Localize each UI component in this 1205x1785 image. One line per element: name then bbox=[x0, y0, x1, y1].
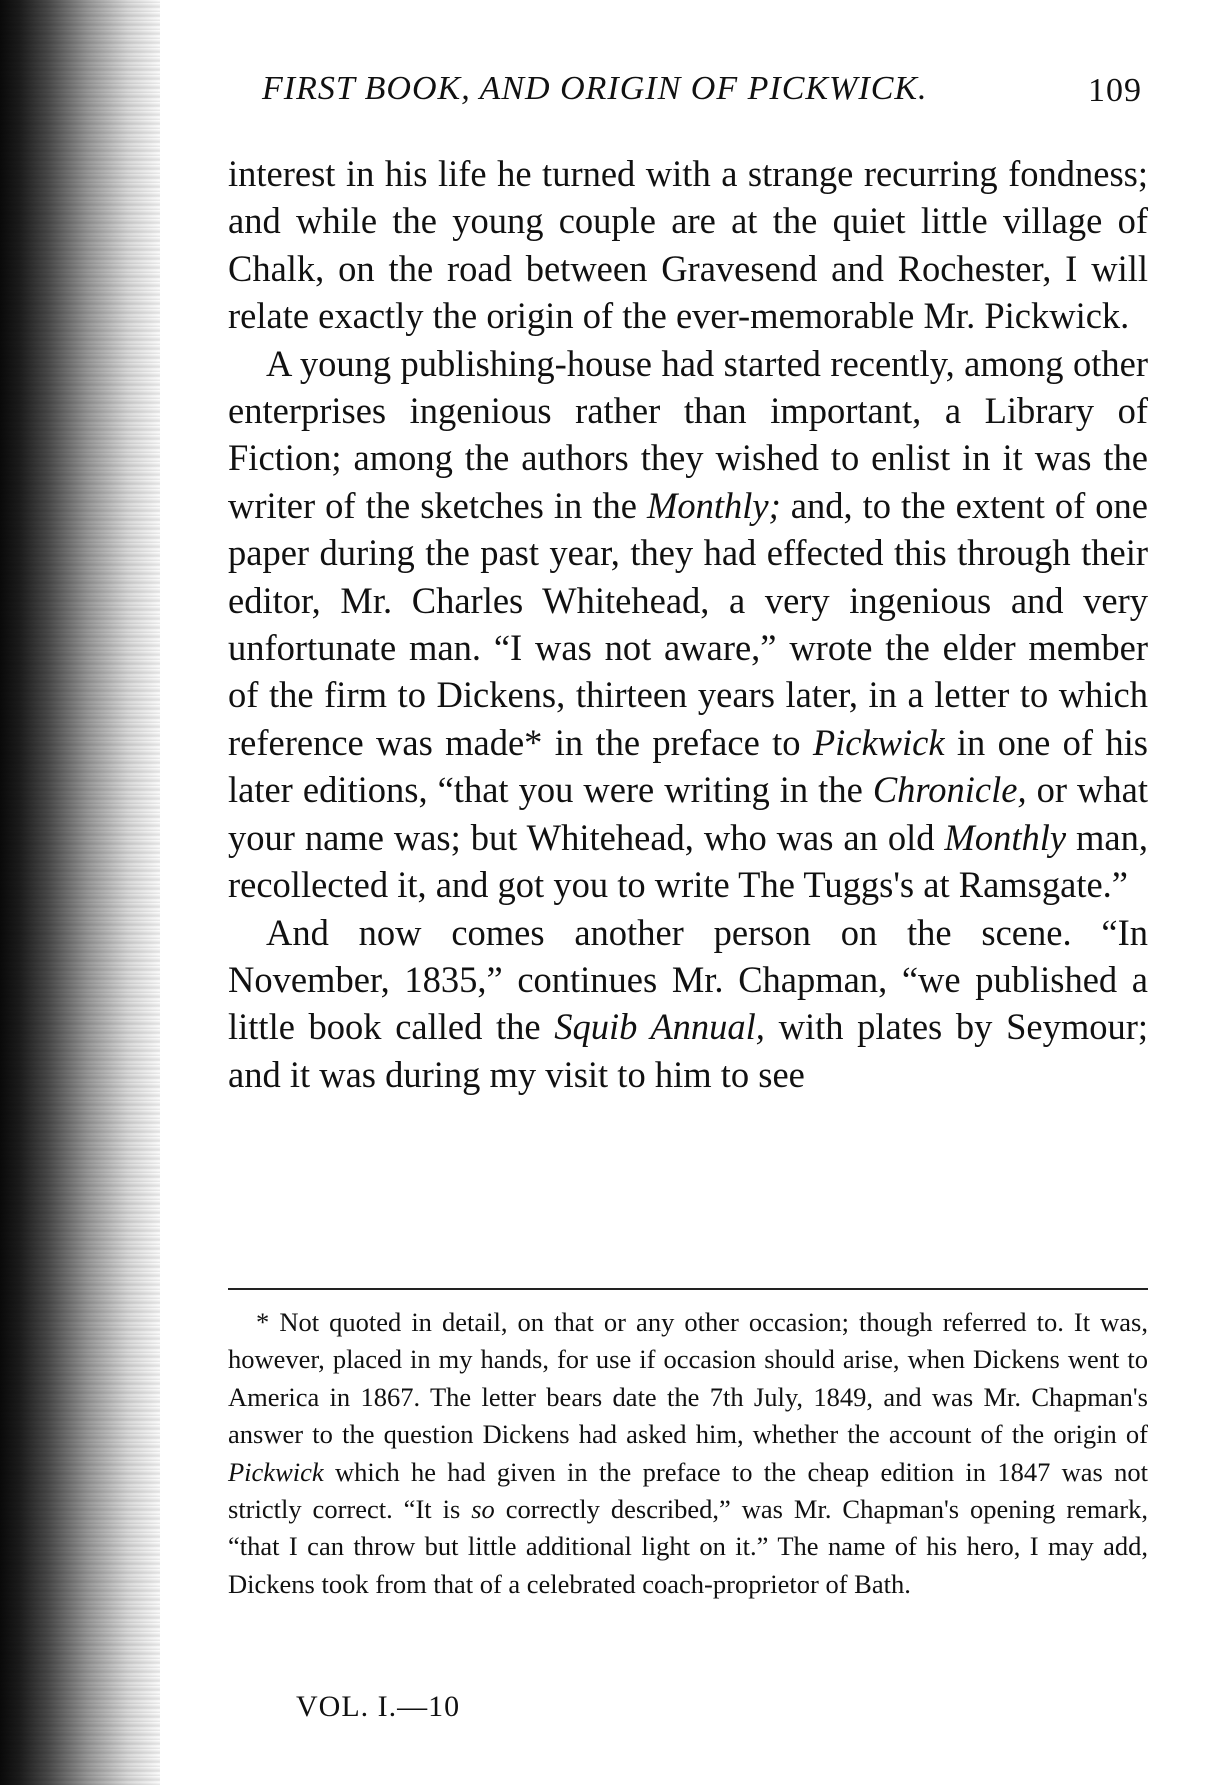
italic-title-text: Chronicle, bbox=[872, 769, 1027, 811]
footnote-paragraph bbox=[228, 1304, 1148, 1603]
text-run: which he had given in the preface to the cheap edition in 1847 was not strictly correct. “It is bbox=[228, 1456, 1148, 1525]
text-run: correctly described,” was Mr. Chapman's opening remark, “that I can throw but little additional light on it.” The name of his hero, I may add, Dickens took from that of a celebrated coach-proprietor of Bath. bbox=[228, 1494, 1148, 1599]
running-head-title: FIRST BOOK, AND ORIGIN OF PICKWICK. bbox=[262, 70, 928, 107]
italic-title-text: Monthly bbox=[944, 816, 1067, 858]
page-number: 109 bbox=[1088, 72, 1142, 109]
running-head bbox=[262, 64, 1142, 114]
body-paragraph bbox=[228, 909, 1148, 1099]
text-run: interest in his life he turned with a strange recurring fondness; and while the young couple are at the quiet little village of Chalk, on the road between Gravesend and Rochester, I will relate exactly the origin of the ever-memorable Mr. Pickwick. bbox=[228, 153, 1148, 337]
signature-mark: VOL. I.—10 bbox=[296, 1690, 461, 1723]
text-run: * Not quoted in detail, on that or any other occasion; though referred to. It was, however, placed in my hands, for use if occasion should arise, when Dickens went to America in 1867. The letter bears date the 7th July, 1849, and was Mr. Chapman's answer to the question Dickens had asked him, whether the account of the origin of bbox=[228, 1307, 1148, 1450]
text-run: with plates by Seymour; and it was during my visit to him to see bbox=[228, 1006, 1148, 1095]
footnote bbox=[228, 1304, 1148, 1603]
body-text bbox=[228, 150, 1148, 1098]
text-run: and, to the extent of one paper during the past year, they had effected this through their editor, Mr. Charles Whitehead, a very ingenious and very unfortunate man. “I was not aware,” wrote the elder member of the firm to Dickens, thirteen years later, in a letter to which reference was made* in the preface to bbox=[228, 484, 1148, 763]
text-run: A young publishing-house had started recently, among other enterprises ingenious rather than important, a Library of Fiction; among the authors they wished to enlist in it was the writer of the sketches in the bbox=[228, 342, 1148, 526]
footnote-rule bbox=[228, 1288, 1148, 1290]
binding-gutter-shadow bbox=[0, 0, 160, 1785]
text-run: or what your name was; but Whitehead, who was an old bbox=[228, 769, 1148, 858]
text-run: in one of his later editions, “that you were writing in the bbox=[228, 721, 1148, 811]
italic-title-text: Squib Annual, bbox=[554, 1006, 765, 1048]
italic-title-text: Pickwick bbox=[228, 1456, 324, 1487]
text-run: And now comes another person on the scene. “In November, 1835,” continues Mr. Chapman, “we published a little book called the bbox=[228, 911, 1148, 1048]
italic-title-text: Monthly; bbox=[646, 484, 781, 526]
text-run: man, recollected it, and got you to write The Tuggs's at Ramsgate.” bbox=[228, 816, 1148, 906]
italic-title-text: Pickwick bbox=[812, 721, 945, 763]
body-paragraph bbox=[228, 340, 1148, 909]
italic-title-text: so bbox=[471, 1494, 495, 1525]
body-paragraph bbox=[228, 150, 1148, 340]
